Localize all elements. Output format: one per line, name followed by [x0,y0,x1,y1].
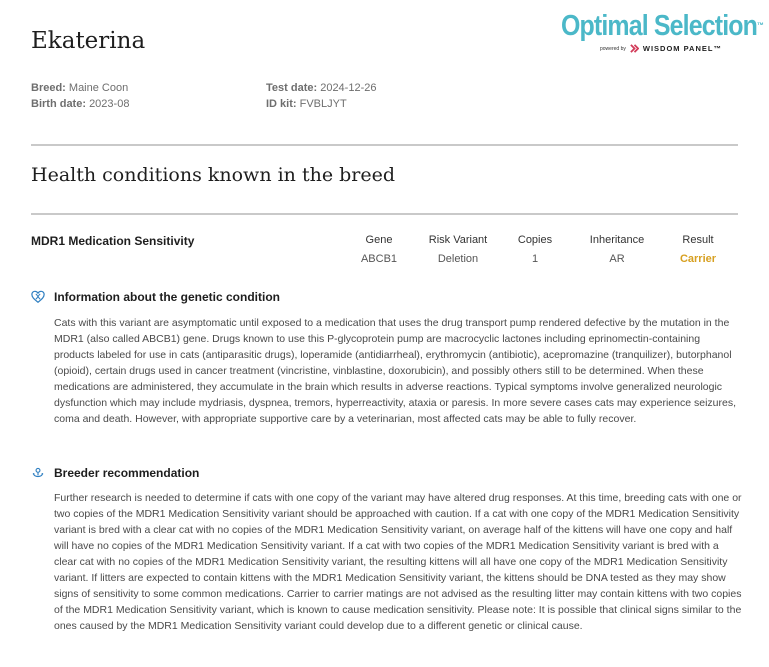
column-header-copies: Copies [517,234,553,246]
wisdom-panel-icon [630,44,639,53]
brand-logo [561,10,764,53]
kit-id-info: ID kit: FVBLJYT [266,98,347,110]
info-text: Cats with this variant are asymptomatic until exposed to a medication that uses the drug transport pump rendered defective by the mutation in the MDR1 (also called ABCB1) gene. Drugs known to use this P-glycoprotein pump are macrocyclic lactones including eprinomectin-containing products labeled for use in cats (antiparasitic drugs), loperamide (antidiarrheal), erythromycin (antibiotic), acepromazine (tranquilizer), butorphanol (opioid), certain drugs used in cancer treatment (vincristine, vinblastine, doxorubicin), and possibly others still to be determined. When these medications are administered, they accumulate in the brain which results in adverse reactions. Typical symptoms involve generalized neurologic dysfunction which may include mydriasis, dyspnea, tremors, hyperreactivity, ataxia or paresis. In more severe cases cats may experience seizures, coma and death. However, with appropriate supportive care by a veterinarian, most affected cats may be able to fully recover. [54,317,737,425]
column-header-result: Result [682,234,714,246]
birth-date-info: Birth date: 2023-08 [31,98,130,110]
heart-dna-icon [31,290,45,304]
pet-name: Ekaterina [31,28,146,54]
risk-variant-value: Deletion [437,253,479,265]
column-header-risk-variant: Risk Variant [428,234,488,246]
copies-value: 1 [531,253,539,265]
breed-info: Breed: Maine Coon [31,82,129,94]
breeder-heading: Breeder recommendation [31,466,199,480]
inheritance-value: AR [609,253,625,265]
paw-cross-icon [31,466,45,480]
gene-value: ABCB1 [360,253,398,265]
powered-by-label: powered by [600,45,626,52]
info-heading: Information about the genetic condition [31,290,280,304]
divider [31,213,738,215]
column-header-gene: Gene [365,234,393,246]
condition-name: MDR1 Medication Sensitivity [31,234,195,248]
brand-title: Optimal Selection™ [561,10,764,42]
divider [31,144,738,146]
section-title: Health conditions known in the breed [31,164,395,186]
breeder-text: Further research is needed to determine if cats with one copy of the variant may have altered drug responses. At this time, breeding cats with one or two copies of the MDR1 Medication Sensitivity variant should be approached with caution. If a cat with one copy of the MDR1 Medication Sensitivity variant is bred with a clear cat with no copies of the MDR1 Medication Sensitivity variant, on average half of the kittens will have one copy and half will have no copies of the MDR1 Medication Sensitivity variant. If a cat with two copies of the MDR1 Medication Sensitivity variant is bred with a clear cat with no copies of the MDR1 Medication Sensitivity variant, the resulting kittens will all have one copy of the MDR1 Medication Sensitivity variant. If litters are expected to contain kittens with the MDR1 Medication Sensitivity variant, the kittens should be DNA tested as they may show signs of sensitivity to some common medications. Carrier to carrier matings are not advised as the resulting litter may contain kittens with two copies of the MDR1 Medication Sensitivity variant, which is known to cause medication sensitivity. Please note: It is possible that clinical signs similar to the ones caused by the MDR1 Medication Sensitivity variant could develop due to a different genetic or clinical cause. [54,492,742,632]
wisdom-panel-label: WISDOM PANEL™ [642,44,722,53]
test-date-info: Test date: 2024-12-26 [266,82,377,94]
brand-subline [600,44,722,53]
result-value: Carrier [679,253,717,265]
column-header-inheritance: Inheritance [589,234,645,246]
